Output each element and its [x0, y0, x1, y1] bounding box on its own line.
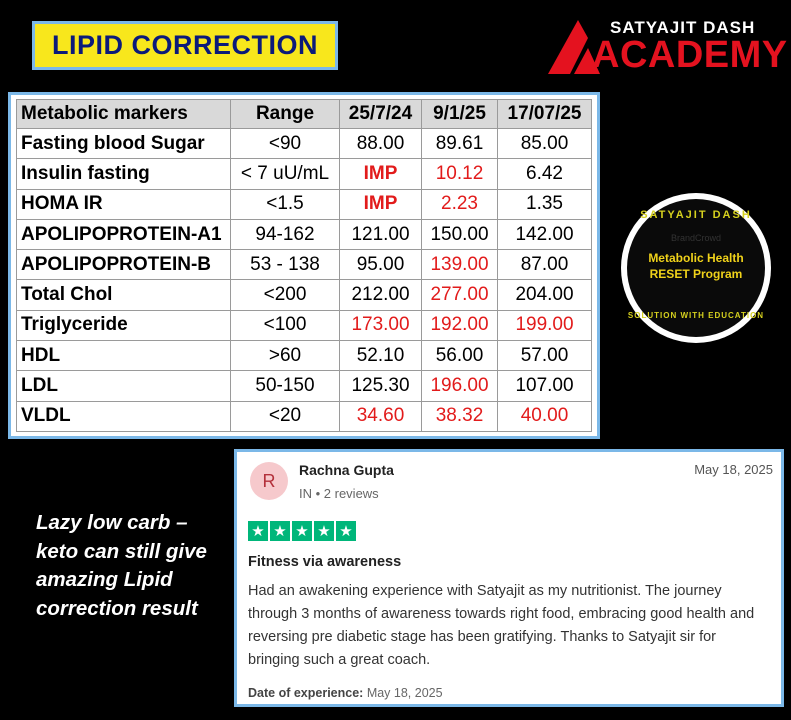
value-cell: 192.00: [422, 310, 498, 340]
star-icon: ★: [248, 521, 268, 541]
brand-top: SATYAJIT DASH: [610, 18, 756, 37]
marker-cell: VLDL: [17, 401, 231, 431]
value-cell: 89.61: [422, 129, 498, 159]
marker-cell: Triglyceride: [17, 310, 231, 340]
value-cell: IMP: [340, 189, 422, 219]
header-range: Range: [231, 100, 340, 129]
review-title: Fitness via awareness: [248, 554, 402, 570]
value-cell: 10.12: [422, 159, 498, 189]
value-cell: 212.00: [340, 280, 422, 310]
logo-ring-top: SATYAJIT DASH: [640, 209, 752, 221]
logo-line-1: Metabolic Health: [648, 251, 744, 265]
table-row: [17, 129, 592, 159]
range-cell: 53 - 138: [231, 250, 340, 280]
logo-line-2: RESET Program: [649, 267, 743, 281]
value-cell: 196.00: [422, 371, 498, 401]
range-cell: <200: [231, 280, 340, 310]
value-cell: 85.00: [498, 129, 592, 159]
value-cell: 52.10: [340, 341, 422, 371]
lipid-table: [16, 99, 592, 432]
experience-label: Date of experience:: [248, 686, 364, 700]
header-date-1: 25/7/24: [340, 100, 422, 129]
marker-cell: APOLIPOPROTEIN-B: [17, 250, 231, 280]
star-icon: ★: [270, 521, 290, 541]
reviewer-meta: IN • 2 reviews: [299, 486, 379, 501]
value-cell: 6.42: [498, 159, 592, 189]
value-cell: 57.00: [498, 341, 592, 371]
value-cell: 34.60: [340, 401, 422, 431]
range-cell: 50-150: [231, 371, 340, 401]
lipid-table-panel: [8, 92, 600, 439]
marker-cell: HDL: [17, 341, 231, 371]
header-markers: Metabolic markers: [17, 100, 231, 129]
value-cell: 139.00: [422, 250, 498, 280]
marker-cell: Insulin fasting: [17, 159, 231, 189]
table-row: [17, 371, 592, 401]
value-cell: 121.00: [340, 219, 422, 249]
value-cell: 88.00: [340, 129, 422, 159]
value-cell: 38.32: [422, 401, 498, 431]
range-cell: >60: [231, 341, 340, 371]
value-cell: 95.00: [340, 250, 422, 280]
table-row: [17, 401, 592, 431]
reviewer-name[interactable]: Rachna Gupta: [299, 462, 394, 478]
marker-cell: Fasting blood Sugar: [17, 129, 231, 159]
table-row: [17, 280, 592, 310]
table-row: [17, 189, 592, 219]
table-row: [17, 310, 592, 340]
tagline: Lazy low carb – keto can still give amazing Lipid correction result: [36, 511, 207, 620]
marker-cell: Total Chol: [17, 280, 231, 310]
page-title: LIPID CORRECTION: [51, 30, 318, 60]
value-cell: 2.23: [422, 189, 498, 219]
value-cell: 1.35: [498, 189, 592, 219]
table-row: [17, 159, 592, 189]
logo-watermark: BrandCrowd: [670, 233, 722, 243]
value-cell: 125.30: [340, 371, 422, 401]
header-date-2: 9/1/25: [422, 100, 498, 129]
value-cell: 199.00: [498, 310, 592, 340]
program-logo-inner: [627, 199, 765, 337]
program-logo: [621, 193, 771, 343]
value-cell: IMP: [340, 159, 422, 189]
value-cell: 277.00: [422, 280, 498, 310]
range-cell: <20: [231, 401, 340, 431]
range-cell: <100: [231, 310, 340, 340]
star-rating: [248, 521, 356, 541]
value-cell: 150.00: [422, 219, 498, 249]
range-cell: <90: [231, 129, 340, 159]
value-cell: 40.00: [498, 401, 592, 431]
avatar: R: [250, 462, 288, 500]
marker-cell: APOLIPOPROTEIN-A1: [17, 219, 231, 249]
table-row: [17, 250, 592, 280]
star-icon: ★: [336, 521, 356, 541]
review-date: May 18, 2025: [694, 462, 773, 477]
header-date-3: 17/07/25: [498, 100, 592, 129]
table-header-row: [17, 100, 592, 129]
marker-cell: HOMA IR: [17, 189, 231, 219]
title-box: [32, 21, 338, 70]
value-cell: 204.00: [498, 280, 592, 310]
review-card: [234, 449, 784, 707]
review-body: Had an awakening experience with Satyajit as my nutritionist. The journey through 3 months of awareness towards right food, embracing good health and reversing pre diabetic stage has been gratifying. Thanks to Satyajit sir for bringing such a great coach.: [248, 583, 755, 668]
range-cell: 94-162: [231, 219, 340, 249]
logo-ring-bottom: SOLUTION WITH EDUCATION: [627, 311, 765, 320]
experience-value: May 18, 2025: [366, 686, 443, 700]
value-cell: 173.00: [340, 310, 422, 340]
value-cell: 87.00: [498, 250, 592, 280]
value-cell: 142.00: [498, 219, 592, 249]
brand-logo: [548, 14, 788, 76]
table-row: [17, 219, 592, 249]
brand-bottom: ACADEMY: [592, 34, 788, 76]
value-cell: 107.00: [498, 371, 592, 401]
star-icon: ★: [292, 521, 312, 541]
table-row: [17, 341, 592, 371]
range-cell: <1.5: [231, 189, 340, 219]
value-cell: 56.00: [422, 341, 498, 371]
star-icon: ★: [314, 521, 334, 541]
range-cell: < 7 uU/mL: [231, 159, 340, 189]
experience-date: [248, 686, 443, 700]
marker-cell: LDL: [17, 371, 231, 401]
